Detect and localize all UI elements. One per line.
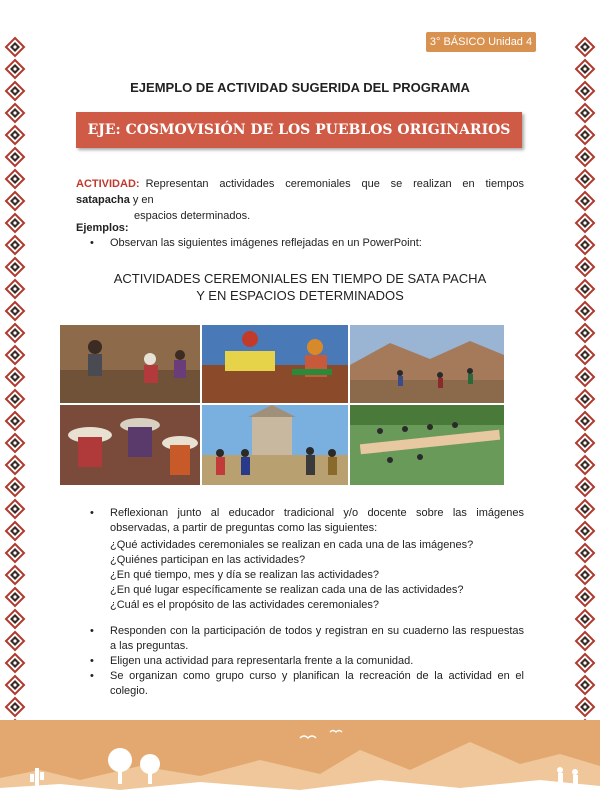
photo-community-feast xyxy=(350,405,504,485)
footer-landscape-illustration xyxy=(0,720,600,800)
question-item: ¿En qué tiempo, mes y día se realizan las actividades? xyxy=(110,569,380,581)
ejemplos-list xyxy=(90,236,524,251)
question-item: ¿Qué actividades ceremoniales se realizan en cada una de las imágenes? xyxy=(110,539,474,551)
actividad-text-after: y en xyxy=(129,194,154,206)
photo-highland-gathering xyxy=(350,325,504,403)
photo-women-hats xyxy=(60,405,200,485)
photo-field-planting xyxy=(60,325,200,403)
final-list xyxy=(90,624,524,699)
list-item: • Se organizan como grupo curso y planifican la recreación de la actividad en el colegio. xyxy=(90,669,524,699)
eje-banner: EJE: COSMOVISIÓN DE LOS PUEBLOS ORIGINARIOS xyxy=(76,112,522,148)
right-decorative-border xyxy=(574,36,596,736)
list-item xyxy=(90,506,524,613)
list-item: • Responden con la participación de todos y registran en su cuaderno las respuestas a las preguntas. xyxy=(90,624,524,654)
ejemplos-label: Ejemplos: xyxy=(76,222,129,234)
questions-list xyxy=(110,538,524,613)
question-item: ¿En qué lugar específicamente se realizan cada una de las actividades? xyxy=(110,584,464,596)
actividad-bold-word: satapacha xyxy=(76,194,130,206)
question-item: ¿Quiénes participan en las actividades? xyxy=(110,554,306,566)
actividad-line2: espacios determinados. xyxy=(134,210,251,222)
left-decorative-border xyxy=(4,36,26,736)
reflexion-list xyxy=(90,506,524,613)
reflexion-intro: Reflexionan junto al educador tradicional y/o docente sobre las imágenes observadas, a partir de preguntas como las siguientes: xyxy=(110,507,524,534)
list-item: • Observan las siguientes imágenes reflejadas en un PowerPoint: xyxy=(90,236,524,251)
photo-offering-ceremony xyxy=(202,325,348,403)
actividad-block xyxy=(76,176,524,224)
photo-church-celebration xyxy=(202,405,348,485)
slide-title xyxy=(0,270,600,304)
ceremony-photo-collage xyxy=(60,325,504,485)
slide-title-line1: ACTIVIDADES CEREMONIALES EN TIEMPO DE SATA PACHA xyxy=(113,271,487,286)
question-item: ¿Cuál es el propósito de las actividades ceremoniales? xyxy=(110,599,380,611)
slide-title-line2: Y EN ESPACIOS DETERMINADOS xyxy=(196,288,404,303)
actividad-text: Representan actividades ceremoniales que se realizan en tiempos xyxy=(145,178,524,190)
page-title: EJEMPLO DE ACTIVIDAD SUGERIDA DEL PROGRAMA xyxy=(130,80,470,95)
actividad-label: ACTIVIDAD: xyxy=(76,178,140,190)
unit-tab: 3° BÁSICO Unidad 4 xyxy=(426,32,536,52)
list-item: • Eligen una actividad para representarla frente a la comunidad. xyxy=(90,654,524,669)
